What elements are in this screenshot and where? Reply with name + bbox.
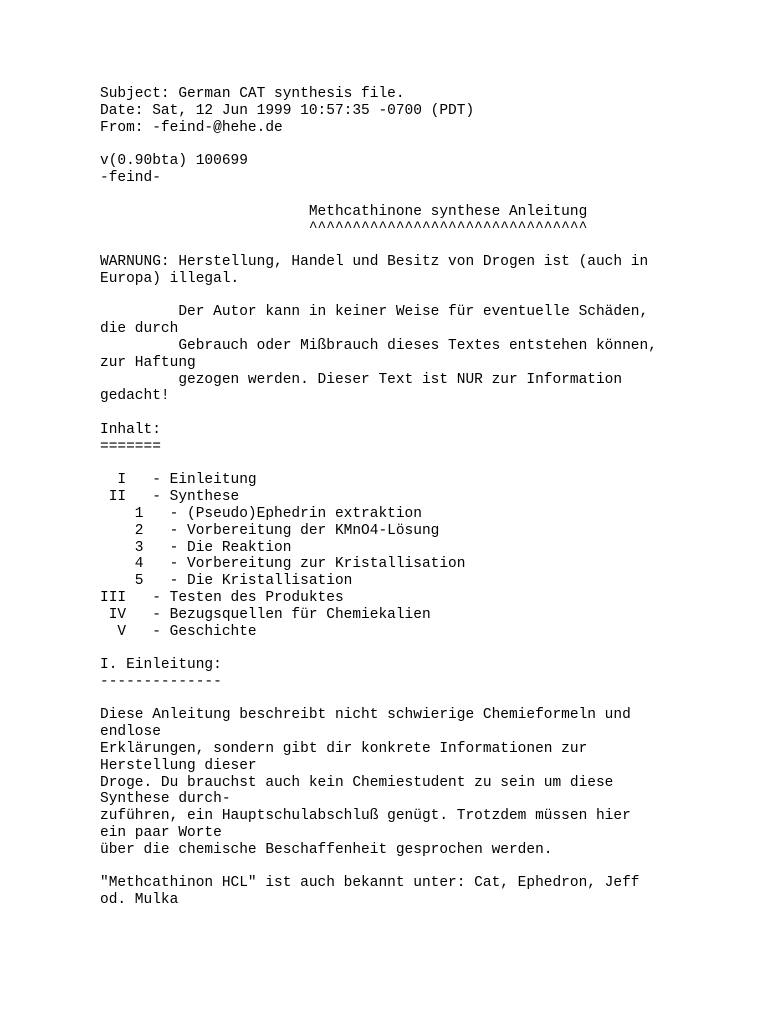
text-line: I - Einleitung — [100, 472, 257, 489]
text-line: über die chemische Beschaffenheit gesprochen werden. — [100, 841, 553, 858]
text-line: endlose — [100, 724, 161, 741]
text-line: gedacht! — [100, 388, 170, 405]
text-line: "Methcathinon HCL" ist auch bekannt unter: Cat, Ephedron, Jeff — [100, 875, 640, 892]
text-line: Europa) illegal. — [100, 270, 240, 287]
text-line: Der Autor kann in keiner Weise für eventuelle Schäden, — [100, 304, 649, 321]
text-line: die durch — [100, 321, 179, 338]
document-page — [100, 86, 700, 909]
text-line: Erklärungen, sondern gibt dir konkrete Informationen zur — [100, 741, 588, 758]
text-line: From: -feind-@hehe.de — [100, 119, 283, 136]
text-line: Methcathinone synthese Anleitung — [100, 203, 588, 220]
text-line: Synthese durch- — [100, 791, 231, 808]
text-line: 5 - Die Kristallisation — [100, 573, 353, 590]
text-line — [100, 640, 700, 657]
text-line: V - Geschichte — [100, 623, 257, 640]
text-line: od. Mulka — [100, 892, 179, 909]
text-line: Inhalt: — [100, 421, 161, 438]
text-line: IV - Bezugsquellen für Chemiekalien — [100, 606, 431, 623]
text-line: I. Einleitung: — [100, 657, 222, 674]
text-line: ein paar Worte — [100, 825, 222, 842]
text-line: Subject: German CAT synthesis file. — [100, 86, 405, 102]
text-line — [100, 405, 700, 422]
text-line: Gebrauch oder Mißbrauch dieses Textes entstehen können, — [100, 337, 657, 354]
text-line: -feind- — [100, 169, 161, 186]
text-line: 3 - Die Reaktion — [100, 539, 292, 556]
text-line: II - Synthese — [100, 489, 240, 506]
text-line — [100, 456, 700, 473]
text-line: zur Haftung — [100, 354, 196, 371]
text-line: 2 - Vorbereitung der KMnO4-Lösung — [100, 522, 440, 539]
text-line: Diese Anleitung beschreibt nicht schwierige Chemieformeln und — [100, 707, 631, 724]
text-line: 4 - Vorbereitung zur Kristallisation — [100, 556, 466, 573]
text-line — [100, 237, 700, 254]
text-line: 1 - (Pseudo)Ephedrin extraktion — [100, 505, 422, 522]
text-line — [100, 187, 700, 204]
text-line: v(0.90bta) 100699 — [100, 153, 248, 170]
text-line: -------------- — [100, 673, 222, 690]
text-line: Date: Sat, 12 Jun 1999 10:57:35 -0700 (PDT) — [100, 102, 475, 119]
text-line — [100, 136, 700, 153]
text-line: zuführen, ein Hauptschulabschluß genügt. Trotzdem müssen hier — [100, 808, 631, 825]
text-line: ^^^^^^^^^^^^^^^^^^^^^^^^^^^^^^^^ — [100, 220, 588, 237]
text-line: ======= — [100, 438, 161, 455]
text-line: Herstellung dieser — [100, 757, 257, 774]
text-line: III - Testen des Produktes — [100, 589, 344, 606]
text-line: Droge. Du brauchst auch kein Chemiestudent zu sein um diese — [100, 774, 614, 791]
text-line: gezogen werden. Dieser Text ist NUR zur Information — [100, 371, 623, 388]
text-line — [100, 691, 700, 708]
text-line — [100, 288, 700, 305]
text-line: WARNUNG: Herstellung, Handel und Besitz von Drogen ist (auch in — [100, 253, 649, 270]
text-line — [100, 859, 700, 876]
